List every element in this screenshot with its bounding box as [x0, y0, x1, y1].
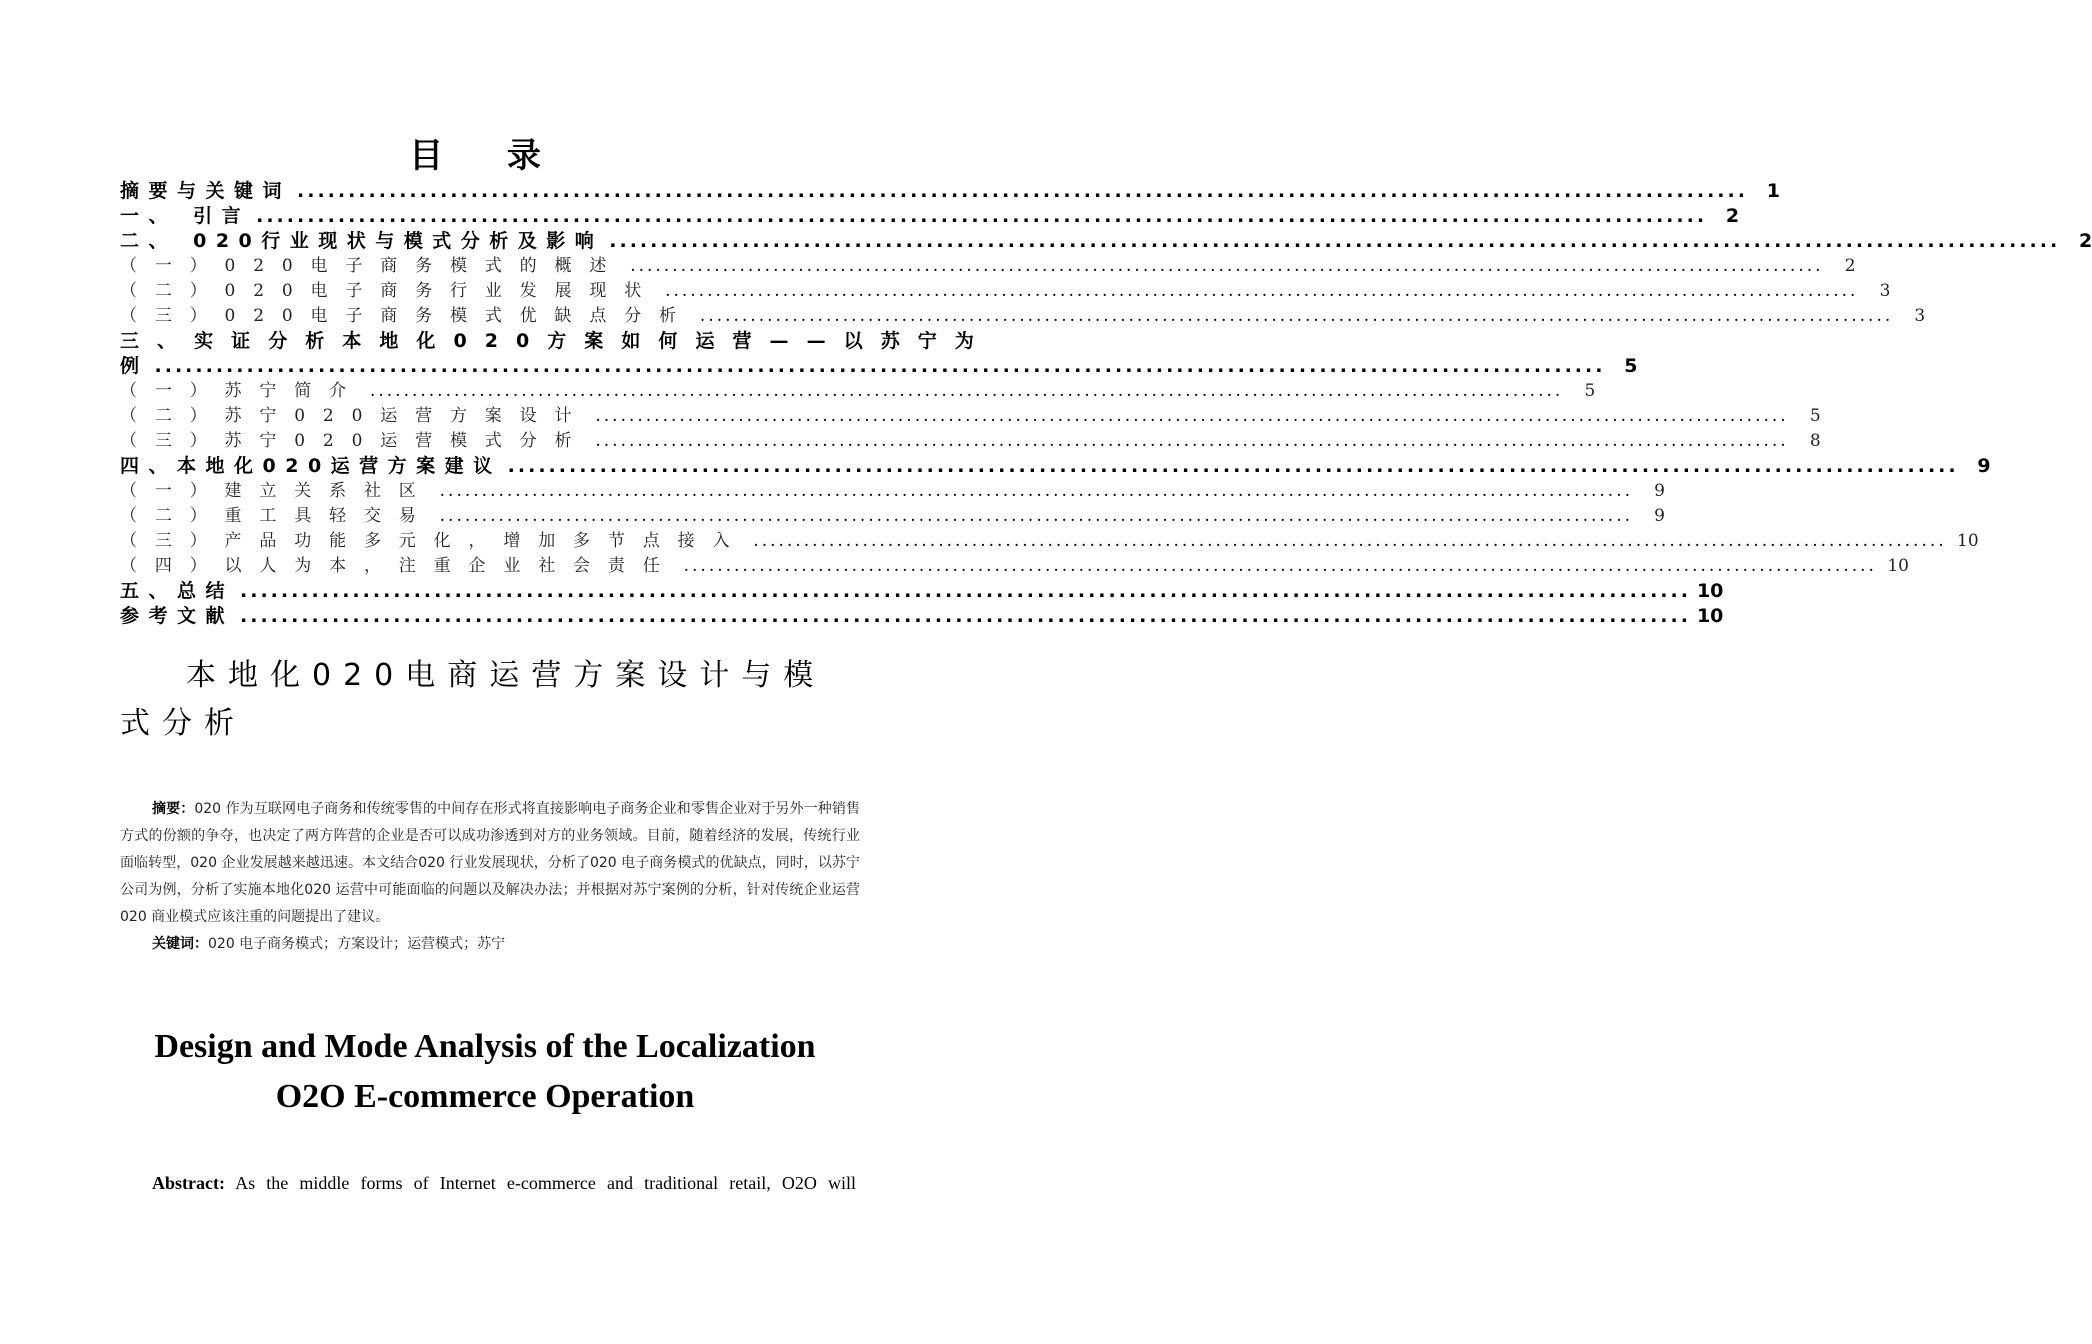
toc-entry-page: 2	[1725, 205, 1740, 227]
toc-leader: ..............................................................................................................................................	[595, 431, 1789, 451]
toc-entry-page: 3	[1914, 306, 1926, 326]
toc-leader: ..............................................................................................................................................	[665, 281, 1859, 301]
toc-entry-page: 10	[1887, 556, 1909, 576]
abstract-text: 020 作为互联网电子商务和传统零售的中间存在形式将直接影响电子商务企业和零售企业对于另外一种销售方式的份额的争夺，也决定了两方阵营的企业是否可以成功渗透到对方的业务领域。目前，随着经济的发展，传统行业面临转型，020 企业发展越来越迅速。本文结合020 行业发展现状，分析了020 电子商务模式的优缺点，同时，以苏宁公司为例，分析了实施本地化020 运营中可能面临的问题以及解决办法；并根据对苏宁案例的分析，针对传统企业运营020 商业模式应该注重的问题提出了建议。	[120, 801, 861, 925]
toc-entry-label: 五、总结	[120, 580, 235, 602]
english-abstract-text: As the middle forms of Internet e-commerce and traditional retail, O2O will	[224, 1173, 856, 1193]
toc-entry[interactable]	[120, 326, 992, 352]
toc-entry-label: 四、本地化020运营方案建议	[120, 455, 502, 477]
english-title-line: O2O E-commerce Operation	[275, 1078, 695, 1115]
toc-entry-label: 一、 引言	[120, 205, 251, 227]
keywords-line	[120, 931, 860, 958]
toc-entry-label: （三）苏宁020运营模式分析	[120, 431, 590, 451]
abstract-label: 摘要：	[152, 801, 195, 817]
toc-entry-page: 5	[1809, 406, 1821, 426]
toc-entry-label: （一）建立关系社区	[120, 481, 434, 501]
toc-entry-page: 2	[2078, 230, 2092, 252]
toc-leader: ..............................................................................................................................................	[256, 205, 1708, 227]
toc-entry-label: （三）产品功能多元化，增加多节点接入	[120, 531, 748, 551]
toc-entry[interactable]	[120, 601, 1724, 627]
toc-entry-page: 10	[1957, 531, 1979, 551]
toc-entry[interactable]	[120, 301, 1926, 326]
chinese-title: 本地化020电商运营方案设计与模式分析	[120, 658, 826, 741]
toc-entry-page: 9	[1977, 455, 1991, 477]
toc-entry-page: 5	[1624, 355, 1638, 377]
toc-heading: 目 录	[409, 136, 567, 176]
toc-entry[interactable]	[120, 401, 1821, 426]
toc-entry[interactable]	[120, 276, 1891, 301]
toc-entry-label: 二、 020行业现状与模式分析及影响	[120, 230, 604, 252]
toc-entry[interactable]	[120, 176, 1780, 202]
toc-leader: ..............................................................................................................................................	[369, 381, 1564, 401]
toc-entry-label: （二）重工具轻交易	[120, 506, 434, 526]
toc-entry-page: 8	[1809, 431, 1821, 451]
toc-entry[interactable]	[120, 226, 2092, 252]
toc-entry-label: 例	[120, 355, 149, 377]
toc-entry-page: 10	[1696, 605, 1724, 627]
table-of-contents	[120, 176, 2092, 627]
toc-leader: ..............................................................................................................................................	[609, 230, 2061, 252]
toc-entry-page: 5	[1584, 381, 1596, 401]
english-abstract-label: Abstract:	[152, 1173, 225, 1193]
english-title	[0, 1022, 970, 1122]
toc-entry-label: 摘要与关键词	[120, 180, 292, 202]
abstract-paragraph	[120, 796, 860, 931]
toc-entry[interactable]	[120, 501, 1665, 526]
toc-entry[interactable]	[120, 576, 1724, 602]
toc-entry-label: （二）苏宁020运营方案设计	[120, 406, 590, 426]
english-title-line: Design and Mode Analysis of the Localization	[154, 1028, 816, 1065]
toc-leader: ..............................................................................................................................................	[240, 580, 1691, 602]
toc-entry-label: 参考文献	[120, 605, 235, 627]
toc-entry-label: （三）020电子商务模式优缺点分析	[120, 306, 694, 326]
toc-leader: ..............................................................................................................................................	[439, 506, 1633, 526]
toc-entry[interactable]	[120, 201, 1740, 227]
toc-entry[interactable]	[120, 376, 1596, 401]
toc-leader: ..............................................................................................................................................	[753, 531, 1947, 551]
toc-entry-page: 2	[1844, 256, 1856, 276]
chinese-abstract	[120, 796, 860, 958]
toc-leader: ..............................................................................................................................................	[683, 556, 1877, 576]
toc-leader: ..............................................................................................................................................	[154, 355, 1606, 377]
toc-leader: ..............................................................................................................................................	[699, 306, 1894, 326]
toc-entry[interactable]	[120, 451, 1991, 477]
toc-entry[interactable]	[120, 476, 1665, 501]
toc-entry-page: 9	[1654, 481, 1665, 501]
toc-entry-label: （四）以人为本，注重企业社会责任	[120, 556, 678, 576]
toc-leader: ..............................................................................................................................................	[439, 481, 1633, 501]
toc-entry-label: 三、实证分析本地化020方案如何运营——以苏宁为	[120, 330, 992, 352]
toc-entry-label: （一）苏宁简介	[120, 381, 364, 401]
keywords-label: 关键词：	[152, 936, 208, 952]
toc-entry-label: （一）020电子商务模式的概述	[120, 256, 625, 276]
toc-entry[interactable]	[120, 526, 1979, 551]
toc-leader: ..............................................................................................................................................	[595, 406, 1789, 426]
toc-entry-page: 10	[1696, 580, 1724, 602]
toc-entry[interactable]	[120, 351, 1638, 377]
toc-entry[interactable]	[120, 251, 1856, 276]
toc-entry[interactable]	[120, 551, 1909, 576]
toc-entry-label: （二）020电子商务行业发展现状	[120, 281, 660, 301]
toc-leader: ..............................................................................................................................................	[240, 605, 1691, 627]
toc-leader: ..............................................................................................................................................	[507, 455, 1959, 477]
toc-entry-page: 3	[1879, 281, 1891, 301]
toc-entry-page: 1	[1766, 180, 1780, 202]
toc-leader: ..............................................................................................................................................	[297, 180, 1748, 202]
toc-entry[interactable]	[120, 426, 1821, 451]
toc-leader: ..............................................................................................................................................	[630, 256, 1824, 276]
keywords-text: 020 电子商务模式；方案设计；运营模式；苏宁	[208, 936, 506, 952]
toc-entry-page: 9	[1654, 506, 1665, 526]
english-abstract	[120, 1168, 856, 1198]
